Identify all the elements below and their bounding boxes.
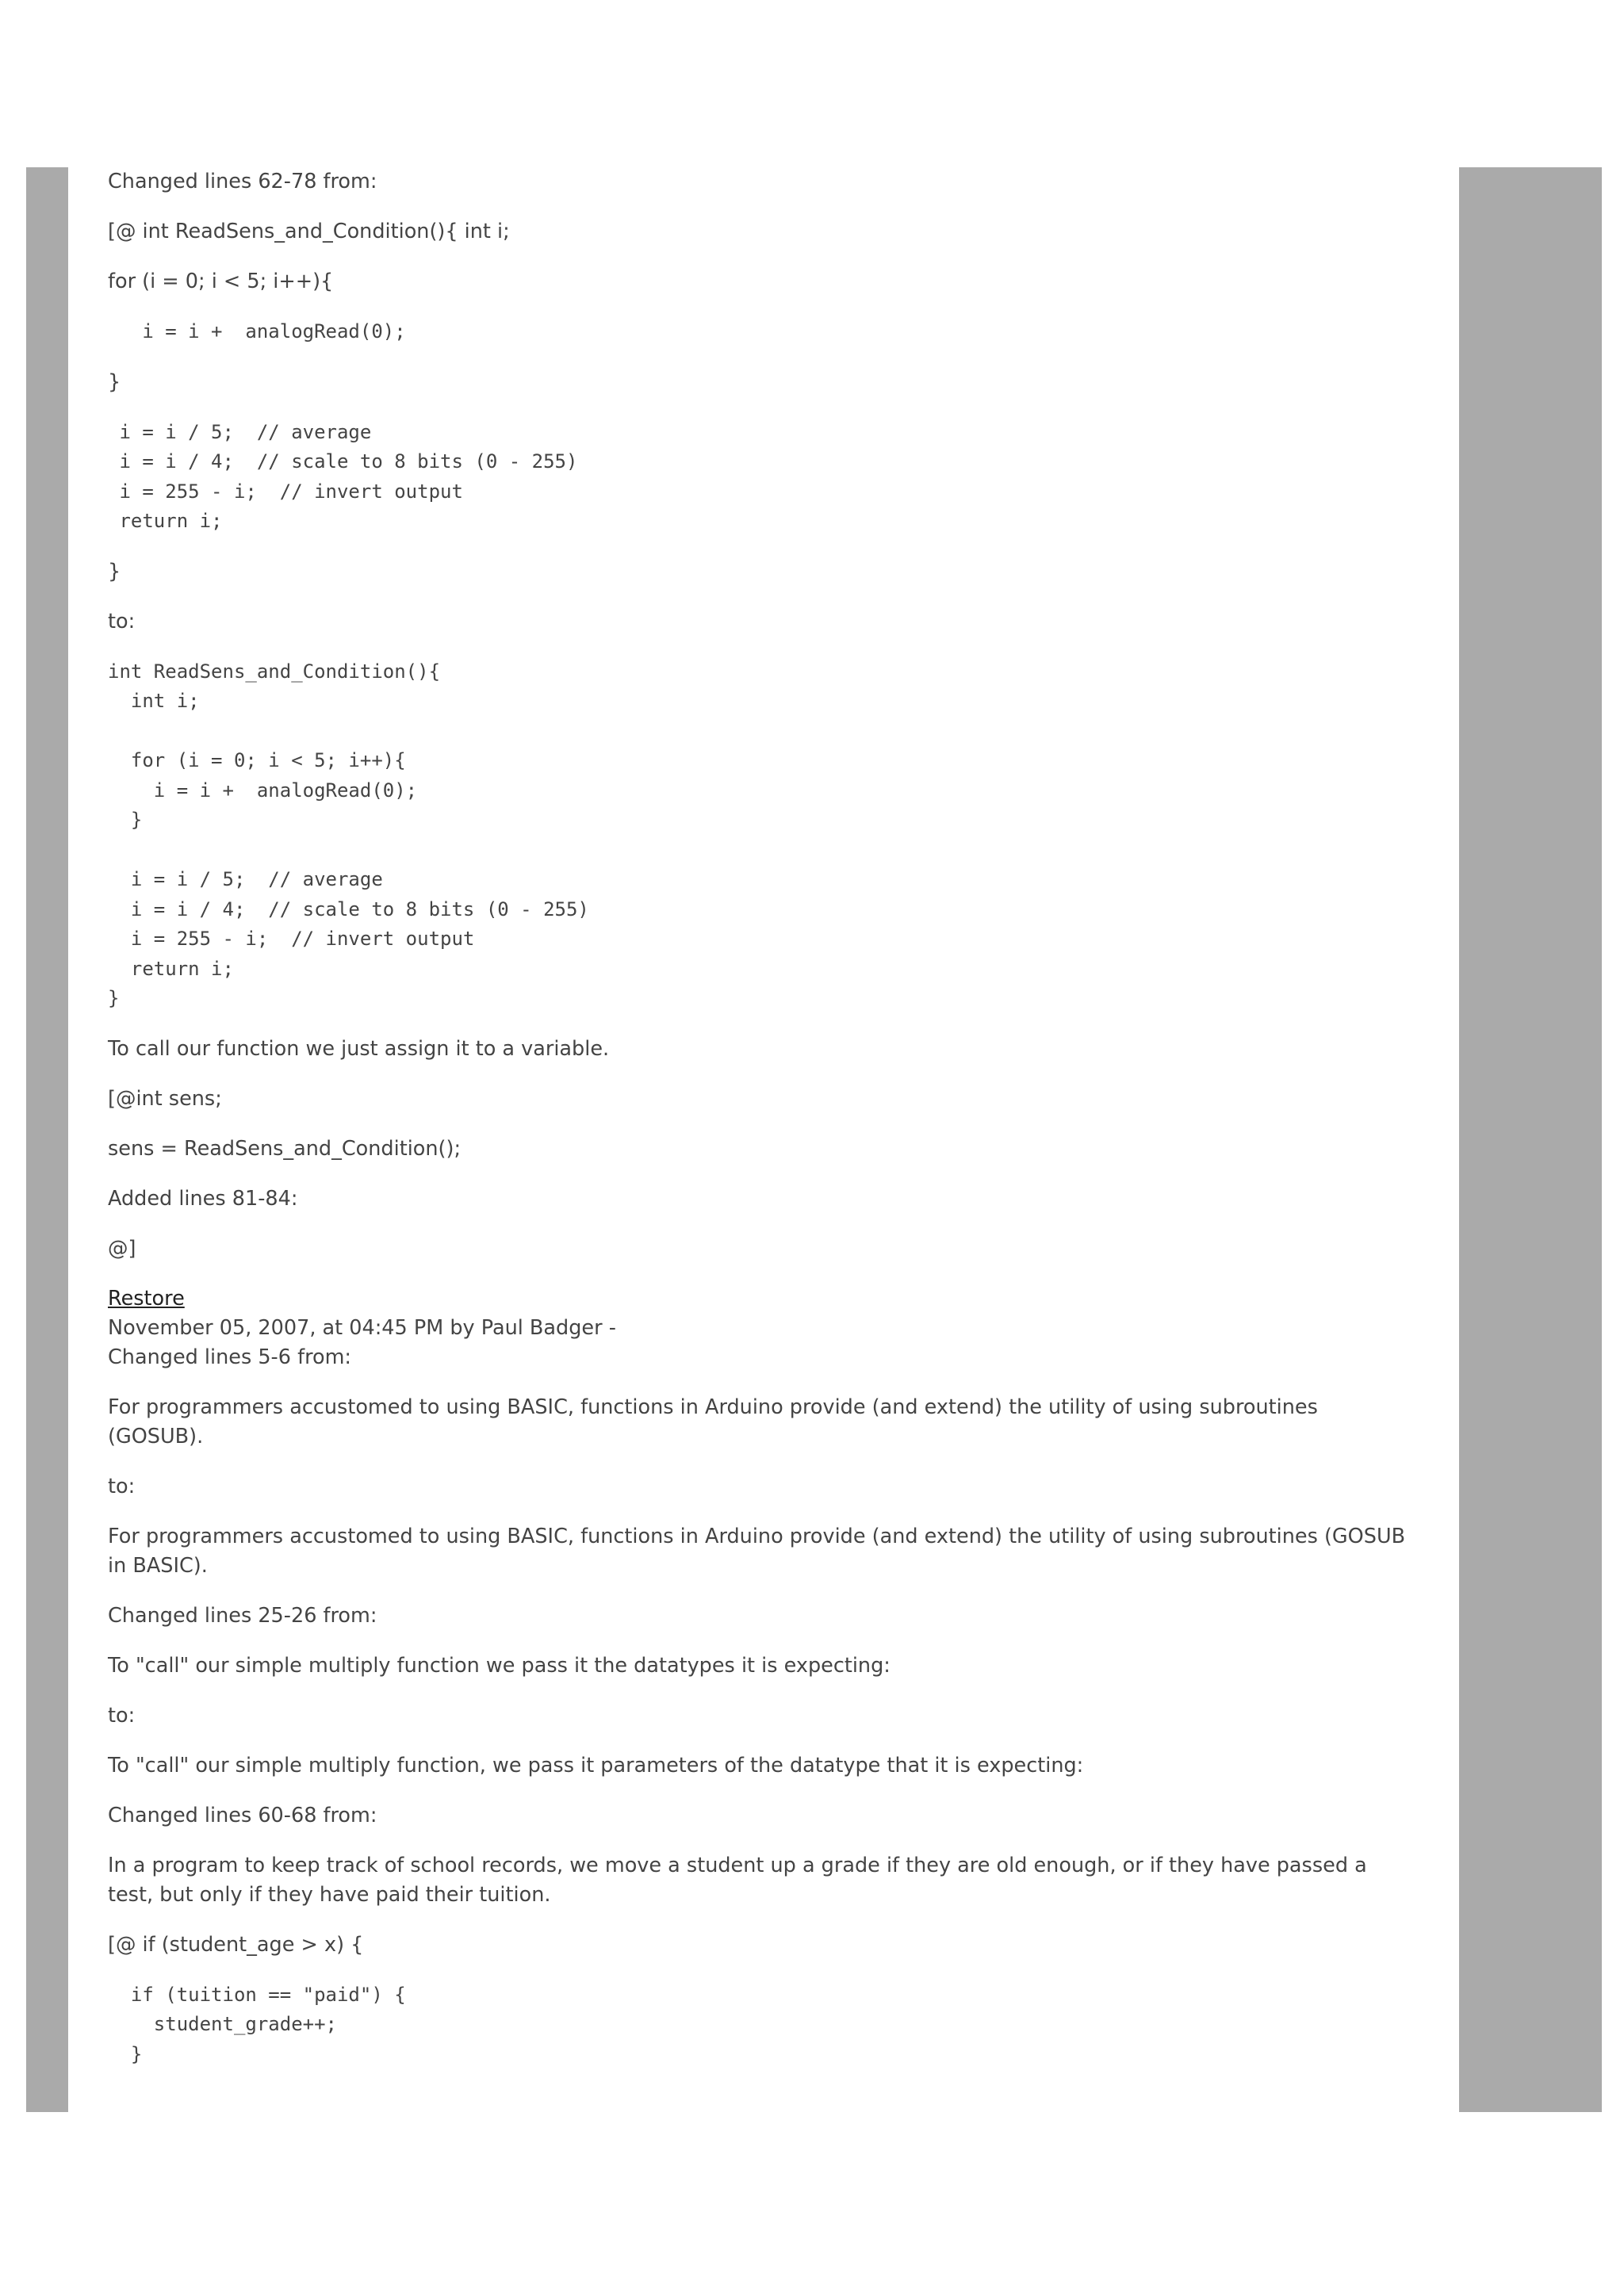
code-block: if (tuition == "paid") { student_grade++; } [130,1983,406,2065]
diff-to-label: to: [108,1703,136,1728]
diff-text: @] [108,1236,136,1261]
left-gutter-bar [26,167,68,2112]
diff-text: for (i = 0; i < 5; i++){ [108,270,334,293]
diff-heading: Changed lines 25-26 from: [108,1603,377,1628]
right-sidebar-bar [1459,167,1602,2112]
code-block: int ReadSens_and_Condition(){ int i; for (i = 0; i < 5; i++){ i = i + analogRead(0); } i = i / 5; // average i = i / 4; // scale to 8 bits (0 - 255) i = 255 - i; // invert output return i; } [108,660,589,1009]
restore-link[interactable]: Restore [108,1286,185,1311]
diff-heading: Added lines 81-84: [108,1186,298,1211]
diff-heading: Changed lines 60-68 from: [108,1803,377,1827]
diff-text: sens = ReadSens_and_Condition(); [108,1136,462,1161]
diff-text: To call our function we just assign it to a variable. [108,1036,610,1061]
diff-text: For programmers accustomed to using BASIC, functions in Arduino provide (and extend) the utility of using subroutines (GOSUB in BASIC). [108,1524,1406,1578]
diff-text: For programmers accustomed to using BASIC, functions in Arduino provide (and extend) the utility of using subroutines (GOSUB). [108,1395,1318,1448]
diff-heading: Changed lines 62-78 from: [108,170,377,193]
diff-to-label: to: [108,1474,136,1498]
diff-text: [@int sens; [108,1086,222,1111]
diff-text: } [108,369,121,394]
revision-meta: November 05, 2007, at 04:45 PM by Paul Badger - [108,1315,616,1340]
diff-text: [@ if (student_age > x) { [108,1932,364,1957]
code-block: i = i + analogRead(0); [108,320,406,342]
code-block: i = i / 5; // average i = i / 4; // scale to 8 bits (0 - 255) i = 255 - i; // invert output return i; [119,420,578,532]
diff-heading: Changed lines 5-6 from: [108,1345,352,1369]
diff-text: To "call" our simple multiply function, we pass it parameters of the datatype that it is expecting: [108,1753,1084,1777]
diff-text: } [108,559,121,584]
page-content [108,167,1408,2069]
diff-text: In a program to keep track of school records, we move a student up a grade if they are old enough, or if they have passed a test, but only if they have paid their tuition. [108,1853,1367,1907]
diff-to-label: to: [108,609,136,633]
diff-text: To "call" our simple multiply function we pass it the datatypes it is expecting: [108,1653,891,1678]
diff-text: [@ int ReadSens_and_Condition(){ int i; [108,220,510,243]
